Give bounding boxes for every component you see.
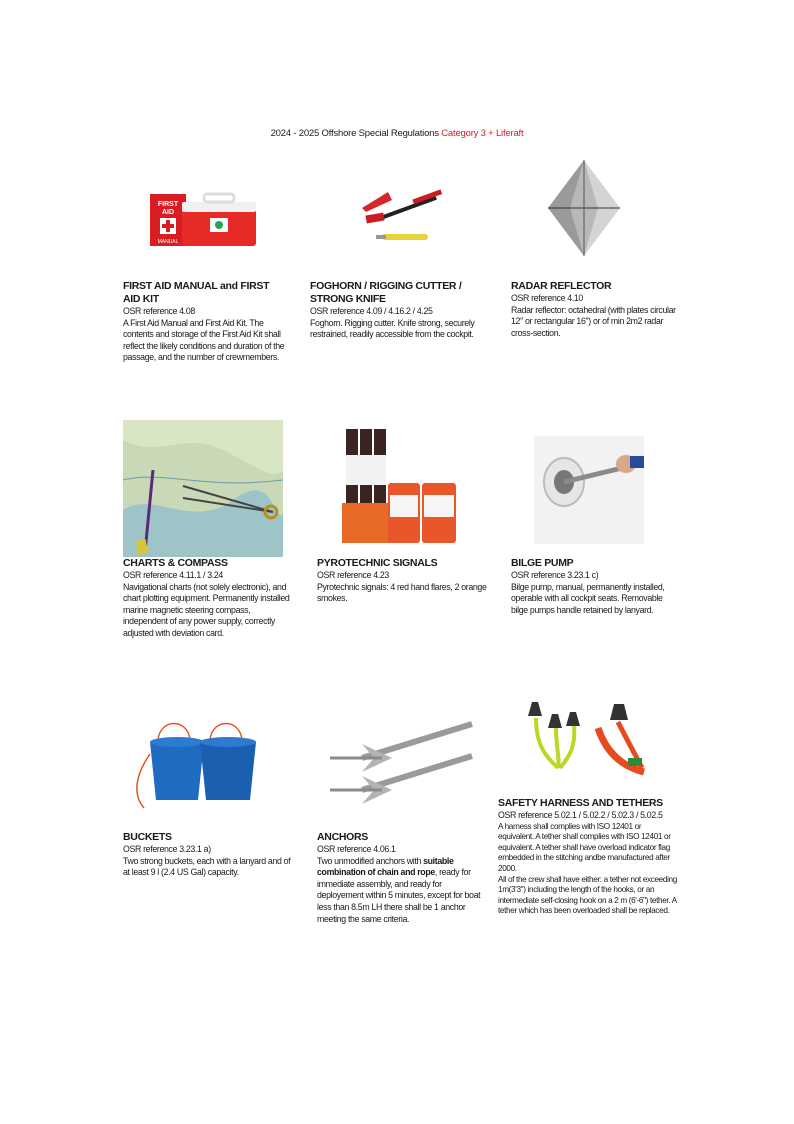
first-aid-kit-image — [148, 188, 260, 248]
item-bilge-pump — [511, 557, 669, 616]
header-category: Category 3 + Liferaft — [441, 128, 524, 139]
item-description: Radar reflector: octahedral (with plates circular 12" or rectangular 16") or of min 2m2 radar cross-section. — [511, 304, 676, 338]
page-header — [0, 128, 794, 139]
item-description: Bilge pump, manual, permanently installed, operable with all cockpit seats. Removable bilge pumps handle retained by lanyard. — [511, 581, 665, 615]
item-reference: OSR reference 4.11.1 / 3.24 — [123, 570, 223, 580]
item-reference: OSR reference 3.23.1 c) — [511, 570, 599, 580]
item-title: CHARTS & COMPASS — [123, 557, 228, 569]
item-radar-reflector — [511, 280, 676, 339]
item-charts-compass — [123, 557, 295, 640]
item-description: A First Aid Manual and First Aid Kit. The contents and storage of the First Aid Kit shall reflect the likely conditions and duration of the passage, and the number of crewmembers. — [123, 317, 285, 363]
item-title: BUCKETS — [123, 831, 172, 843]
item-description — [317, 856, 482, 926]
manual-first-text: FIRST — [157, 201, 179, 208]
item-reference: OSR reference 4.23 — [317, 570, 389, 580]
item-reference: OSR reference 4.08 — [123, 306, 195, 316]
manual-aid-text: AID — [161, 209, 175, 216]
item-title: BILGE PUMP — [511, 557, 574, 569]
item-reference: OSR reference 4.09 / 4.16.2 / 4.25 — [310, 306, 433, 316]
item-title: FOGHORN / RIGGING CUTTER / STRONG KNIFE — [310, 280, 462, 305]
radar-reflector-image — [544, 158, 624, 258]
desc-pre: Two unmodified anchors with — [317, 855, 424, 866]
item-title: FIRST AID MANUAL and FIRST AID KIT — [123, 280, 270, 305]
header-text: 2024 - 2025 Offshore Special Regulations — [270, 128, 439, 139]
item-description: Foghorn. Rigging cutter. Knife strong, securely restrained, readily accessible from the cockpit. — [310, 317, 475, 340]
item-safety-harness — [498, 797, 678, 917]
manual-label-text: MANUAL — [157, 239, 179, 245]
item-pyrotechnic — [317, 557, 489, 605]
item-description: Navigational charts (not solely electronic), and chart plotting equipment. Permanently installed marine magnetic steering compass, independent of any power supply, correctly adjusted with deviation card. — [123, 581, 290, 638]
item-description: A harness shall complies with ISO 12401 or equivalent. A tether shall complies with ISO 12401 or equivalent. A tether shall have overload indicator flag embedded in the stitching andbe manufactured after 2000. — [498, 821, 671, 873]
desc-bold: suitable combination of chain and rope — [317, 855, 454, 878]
item-reference: OSR reference 4.10 — [511, 293, 583, 303]
item-reference: OSR reference 4.06.1 — [317, 844, 396, 854]
item-description-2: All of the crew shall have either: a tether not exceeding 1m(3'3") including the length of the hooks, or an intermediate self-closing hook on a 2 m (6'-6") tether. A tether which has been overloaded shall be replaced. — [498, 874, 677, 916]
item-title: SAFETY HARNESS AND TETHERS — [498, 797, 663, 809]
pyrotechnic-signals-image — [340, 425, 460, 547]
item-reference: OSR reference 5.02.1 / 5.02.2 / 5.02.3 / 5.02.5 — [498, 810, 663, 820]
item-buckets — [123, 831, 295, 879]
harness-tethers-image — [518, 698, 648, 784]
foghorn-cutter-knife-image — [358, 178, 454, 244]
item-first-aid — [123, 280, 288, 364]
item-title: PYROTECHNIC SIGNALS — [317, 557, 438, 569]
item-title: RADAR REFLECTOR — [511, 280, 612, 292]
chart-compass-image — [123, 420, 283, 557]
item-foghorn — [310, 280, 490, 341]
buckets-image — [130, 714, 264, 810]
desc-post: , ready for immediate assembly, and ready for deployement within 5 minutes, except for boat less than 8.5m LH there shall be 1 anchor meeting the same criteria. — [317, 867, 481, 924]
item-description: Two strong buckets, each with a lanyard and of at least 9 l (2.4 US Gal) capacity. — [123, 855, 291, 878]
item-title: ANCHORS — [317, 831, 368, 843]
item-reference: OSR reference 3.23.1 a) — [123, 844, 211, 854]
item-anchors — [317, 831, 482, 925]
item-description: Pyrotechnic signals: 4 red hand flares, 2 orange smokes. — [317, 581, 487, 604]
bilge-pump-image — [534, 436, 644, 544]
anchors-image — [322, 718, 477, 810]
